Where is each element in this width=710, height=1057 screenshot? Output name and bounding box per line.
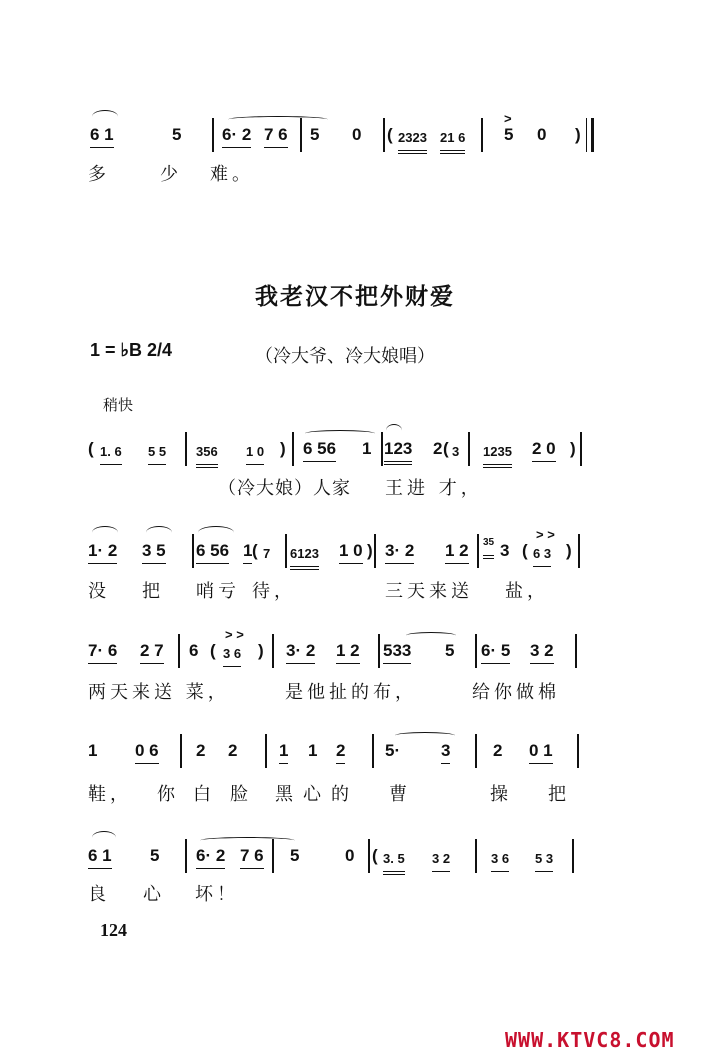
- note: 1: [243, 540, 252, 564]
- barline: [272, 634, 274, 668]
- note: 2: [336, 740, 345, 764]
- barline: [192, 534, 194, 568]
- slur: [198, 526, 234, 539]
- note: 7 6: [240, 845, 264, 869]
- barline: [477, 534, 479, 568]
- note: 356: [196, 441, 218, 468]
- barline: [372, 734, 374, 768]
- barline: [580, 432, 582, 466]
- paren: (: [387, 125, 393, 144]
- note: 2 0: [532, 438, 556, 462]
- note: 6· 2: [196, 845, 225, 869]
- paren: ): [566, 541, 572, 560]
- paren: ): [280, 439, 286, 458]
- key-signature: 1 = ♭B 2/4: [90, 340, 173, 360]
- note: 1 0: [339, 540, 363, 564]
- note: 1 2: [336, 640, 360, 664]
- lyric: 白: [193, 784, 215, 805]
- note: 3: [500, 541, 510, 560]
- note: 2 7: [140, 640, 164, 664]
- note: 5: [172, 125, 182, 144]
- lyric: 鞋，: [88, 784, 132, 805]
- paren: ): [258, 641, 264, 660]
- note: 0 1: [529, 740, 553, 764]
- lyric: 少: [160, 164, 182, 185]
- note: 3 5: [142, 540, 166, 564]
- slur: [92, 831, 116, 844]
- watermark: WWW.KTVC8.COM: [505, 1028, 675, 1052]
- note: 0 6: [135, 740, 159, 764]
- barline: [475, 634, 477, 668]
- slur: [92, 526, 118, 539]
- lyric: 哨亏: [196, 581, 240, 602]
- lyric: 三天来送: [385, 581, 473, 602]
- lyric: 王进 才，: [385, 478, 483, 499]
- notation-row-6: [0, 845, 710, 885]
- note: 1: [362, 439, 372, 458]
- slur: [92, 110, 118, 123]
- lyric: 脸: [230, 784, 252, 805]
- note: 533: [383, 640, 411, 664]
- note: 1. 6: [100, 441, 122, 465]
- barline: [272, 839, 274, 873]
- note: 5: [150, 846, 160, 865]
- barline: [185, 839, 187, 873]
- slur: [146, 526, 172, 539]
- barline: [368, 839, 370, 873]
- paren: (: [88, 439, 94, 458]
- note: 1 2: [445, 540, 469, 564]
- note: 5·: [385, 741, 401, 760]
- lyric: 给你做棉: [472, 682, 560, 703]
- barline: [383, 118, 385, 152]
- barline: [475, 734, 477, 768]
- note: 3 6: [491, 848, 509, 872]
- slur: [395, 732, 455, 739]
- barline: [468, 432, 470, 466]
- paren: ): [575, 125, 581, 144]
- barline: [374, 534, 376, 568]
- barline: [285, 534, 287, 568]
- note: 6 56: [196, 540, 229, 564]
- barline: [481, 118, 483, 152]
- note: 5: [445, 641, 455, 660]
- barline: [378, 634, 380, 668]
- lyric: 你: [157, 784, 179, 805]
- lyrics-row-2: [0, 474, 710, 514]
- tempo-marking: 稍快: [103, 396, 134, 414]
- lyric: 是他扯的布，: [285, 682, 417, 703]
- barline: [300, 118, 302, 152]
- lyric: 把: [548, 784, 570, 805]
- lyric: 没: [88, 581, 110, 602]
- note: 6· 2: [222, 124, 251, 148]
- note: 5 3: [535, 848, 553, 872]
- note: 5: [504, 125, 514, 144]
- note: 3 2: [530, 640, 554, 664]
- note: 6 3: [533, 543, 551, 567]
- accent: > >: [536, 527, 555, 542]
- barline: [578, 534, 580, 568]
- notation-row-1: [0, 111, 710, 164]
- note: 2: [433, 439, 443, 458]
- lyrics-row-3: [0, 577, 710, 617]
- barline: [212, 118, 214, 152]
- lyric: 操: [490, 784, 512, 805]
- note: 7 6: [264, 124, 288, 148]
- note: 1: [279, 740, 288, 764]
- barline: [475, 839, 477, 873]
- note: 0: [352, 125, 362, 144]
- final-barline: [586, 118, 594, 152]
- note: 7: [263, 546, 271, 561]
- lyric: 多: [88, 164, 110, 185]
- paren: (: [252, 541, 258, 560]
- notation-row-3: [0, 527, 710, 580]
- paren: ): [570, 439, 576, 458]
- note: 7· 6: [88, 640, 117, 664]
- barline: [381, 432, 383, 466]
- paren: (: [522, 541, 528, 560]
- note: 21 6: [440, 127, 465, 154]
- note: 6123: [290, 543, 319, 570]
- note: 6· 5: [481, 640, 510, 664]
- note: 1· 2: [88, 540, 117, 564]
- note: 2: [228, 741, 238, 760]
- lyric: 难。: [210, 164, 254, 185]
- lyric: （冷大娘）人家: [218, 478, 351, 499]
- notation-row-4: [0, 627, 710, 680]
- note: 5: [310, 125, 320, 144]
- note: 3 2: [432, 848, 450, 872]
- note: 2323: [398, 127, 427, 154]
- barline: [185, 432, 187, 466]
- singers: （冷大爷、冷大娘唱）: [255, 346, 435, 367]
- note: 6: [189, 641, 199, 660]
- lyric: 黑心的: [275, 784, 359, 805]
- note: 3: [452, 444, 460, 459]
- accent: >: [504, 111, 512, 126]
- note: 6 56: [303, 438, 336, 462]
- note: 6 1: [90, 124, 114, 148]
- barline: [180, 734, 182, 768]
- lyric: 曹: [389, 784, 411, 805]
- note: 2: [493, 741, 503, 760]
- note: 5: [290, 846, 300, 865]
- lyrics-row-6: [0, 880, 710, 920]
- lyric: 良: [88, 884, 110, 905]
- barline: [292, 432, 294, 466]
- barline: [178, 634, 180, 668]
- lyric: 心: [143, 884, 165, 905]
- lyric: 待，: [252, 581, 296, 602]
- lyric: 两天来送 菜，: [88, 682, 230, 703]
- note: 1 0: [246, 441, 264, 465]
- barline: [575, 634, 577, 668]
- note: 3 6: [223, 643, 241, 667]
- note: 0: [345, 846, 355, 865]
- lyrics-row-5: [0, 780, 710, 820]
- note: 123: [384, 438, 412, 465]
- note: 3· 2: [286, 640, 315, 664]
- barline: [577, 734, 579, 768]
- barline: [572, 839, 574, 873]
- notation-row-2: [0, 438, 710, 478]
- slur: [200, 837, 295, 844]
- slur: [406, 632, 456, 639]
- note: 3: [441, 740, 450, 764]
- note: 6 1: [88, 845, 112, 869]
- lyric: 把: [142, 581, 164, 602]
- paren: (: [372, 846, 378, 865]
- paren: (: [443, 439, 449, 458]
- note: 3. 5: [383, 848, 405, 875]
- note: 1: [88, 741, 98, 760]
- slur: [228, 116, 328, 123]
- paren: ): [367, 541, 373, 560]
- note: 1: [308, 741, 318, 760]
- note: 2: [196, 741, 206, 760]
- grace-note: 35: [483, 532, 494, 559]
- note: 1235: [483, 441, 512, 468]
- lyrics-row-4: [0, 678, 710, 718]
- page-number: 124: [100, 920, 127, 940]
- song-title: 我老汉不把外财爱: [255, 284, 455, 310]
- lyric: 盐，: [505, 581, 549, 602]
- note: 3· 2: [385, 540, 414, 564]
- slur: [386, 424, 402, 437]
- notation-row-5: [0, 740, 710, 780]
- note: 5 5: [148, 441, 166, 465]
- barline: [265, 734, 267, 768]
- lyrics-row-1: [0, 160, 710, 200]
- accent: > >: [225, 627, 244, 642]
- note: 0: [537, 125, 547, 144]
- paren: (: [210, 641, 216, 660]
- slur: [305, 430, 375, 437]
- lyric: 坏！: [195, 884, 239, 905]
